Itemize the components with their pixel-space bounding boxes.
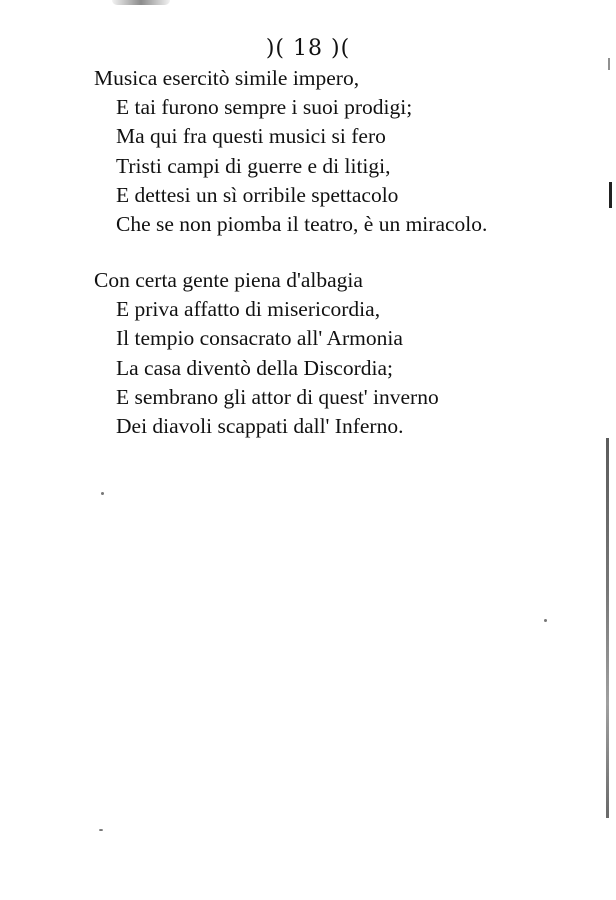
page-edge-mark: [608, 58, 610, 70]
verse-line: La casa diventò della Discordia;: [116, 355, 394, 380]
verse-line: Tristi campi di guerre e di litigi,: [116, 153, 391, 178]
verse-line: Dei diavoli scappati dall' Inferno.: [116, 414, 404, 439]
paper-speck: [99, 829, 103, 831]
verse-line: Ma qui fra questi musici si fero: [116, 124, 386, 149]
verse-line: Che se non piomba il teatro, è un miracolo.: [116, 212, 488, 237]
paper-speck: [101, 492, 104, 495]
page-edge-shadow: [606, 438, 609, 818]
page-edge-mark: [609, 182, 612, 208]
page-number: )( 18 )(: [265, 36, 351, 61]
stanza-2: [94, 266, 439, 441]
verse-line: E dettesi un sì orribile spettacolo: [116, 182, 399, 207]
paper-speck: [544, 619, 547, 622]
verse-line: E tai furono sempre i suoi prodigi;: [116, 95, 413, 120]
stanza-1: [94, 64, 487, 239]
ink-smudge: [112, 0, 170, 5]
verse-line: Musica esercitò simile impero,: [94, 66, 360, 90]
verse-line: E priva affatto di misericordia,: [116, 297, 381, 322]
verse-line: Con certa gente piena d'albagia: [94, 268, 363, 292]
verse-line: Il tempio consacrato all' Armonia: [116, 326, 403, 351]
verse-line: E sembrano gli attor di quest' inverno: [116, 384, 439, 409]
